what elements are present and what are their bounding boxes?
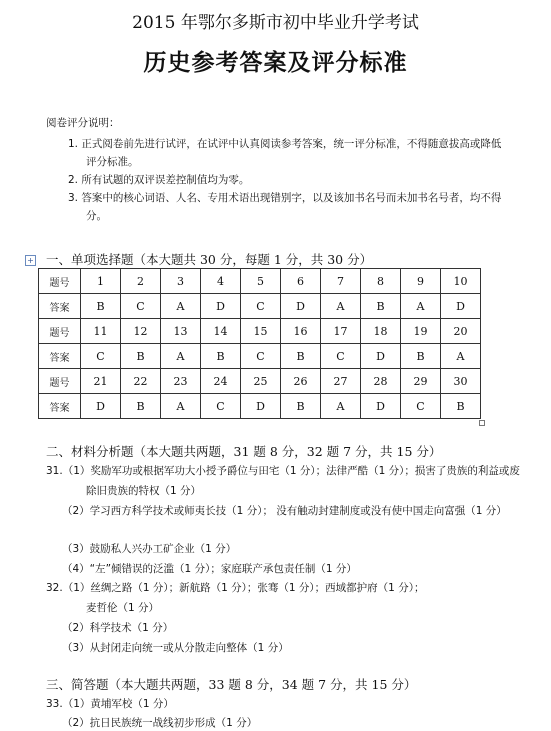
- answer-cell: D: [241, 394, 281, 419]
- note-item-1-cont: 评分标准。: [86, 156, 139, 168]
- answer-cell: C: [401, 394, 441, 419]
- answer-cell: B: [121, 344, 161, 369]
- question-number-cell: 22: [121, 369, 161, 394]
- answer-label-cell: 答案: [39, 394, 81, 419]
- section3-title: 三、简答题（本大题共两题，33 题 8 分，34 题 7 分，共 15 分）: [46, 677, 417, 692]
- answer-cell: C: [121, 294, 161, 319]
- answer-cell: A: [161, 394, 201, 419]
- answer-cell: A: [161, 294, 201, 319]
- note-item-1: 1. 正式阅卷前先进行试评，在试评中认真阅读参考答案，统一评分标准，不得随意拔高或降低: [68, 138, 502, 150]
- exam-title: 2015 年鄂尔多斯市初中毕业升学考试: [132, 13, 419, 33]
- question-label-cell: 题号: [39, 269, 81, 294]
- section1-title: 一、单项选择题（本大题共 30 分，每题 1 分，共 30 分）: [46, 252, 373, 267]
- note-item-2: 2. 所有试题的双评误差控制值均为零。: [68, 174, 250, 186]
- answer-31-2: （2）学习西方科学技术或师夷长技（1 分）； 没有触动封建制度或没有使中国走向富强（1 分）: [62, 505, 507, 517]
- answer-cell: B: [81, 294, 121, 319]
- answer-cell: D: [281, 294, 321, 319]
- question-number-cell: 11: [81, 319, 121, 344]
- question-number-cell: 12: [121, 319, 161, 344]
- answer-row: [39, 394, 481, 419]
- question-label-cell: 题号: [39, 319, 81, 344]
- answer-cell: D: [361, 344, 401, 369]
- answer-label-cell: 答案: [39, 294, 81, 319]
- section2-title: 二、材料分析题（本大题共两题，31 题 8 分，32 题 7 分，共 15 分）: [46, 444, 442, 459]
- question-number-cell: 8: [361, 269, 401, 294]
- answer-cell: C: [321, 344, 361, 369]
- question-number-cell: 10: [441, 269, 481, 294]
- question-number-cell: 1: [81, 269, 121, 294]
- question-number-cell: 9: [401, 269, 441, 294]
- question-number-cell: 26: [281, 369, 321, 394]
- answer-cell: D: [81, 394, 121, 419]
- question-number-cell: 3: [161, 269, 201, 294]
- answer-cell: D: [201, 294, 241, 319]
- question-number-cell: 18: [361, 319, 401, 344]
- question-number-cell: 19: [401, 319, 441, 344]
- answer-cell: A: [321, 394, 361, 419]
- answer-31-1-cont: 除旧贵族的特权（1 分）: [86, 485, 202, 497]
- answer-cell: B: [281, 394, 321, 419]
- question-number-cell: 16: [281, 319, 321, 344]
- answer-32-3: （3）从封闭走向统一或从分散走向整体（1 分）: [62, 642, 289, 654]
- note-item-3-cont: 分。: [86, 210, 107, 222]
- question-number-row: [39, 269, 481, 294]
- question-number-cell: 2: [121, 269, 161, 294]
- answer-cell: B: [121, 394, 161, 419]
- table-move-handle[interactable]: +: [25, 255, 36, 266]
- answer-row: [39, 344, 481, 369]
- answer-label-cell: 答案: [39, 344, 81, 369]
- answer-cell: B: [281, 344, 321, 369]
- question-number-cell: 25: [241, 369, 281, 394]
- answer-32-1: 32.（1）丝绸之路（1 分）；新航路（1 分）；张骞（1 分）；西域都护府（1 分）；: [46, 582, 425, 594]
- question-number-cell: 13: [161, 319, 201, 344]
- question-number-row: [39, 319, 481, 344]
- answer-cell: B: [201, 344, 241, 369]
- question-number-cell: 6: [281, 269, 321, 294]
- question-number-cell: 17: [321, 319, 361, 344]
- answer-cell: B: [441, 394, 481, 419]
- question-number-cell: 20: [441, 319, 481, 344]
- table-resize-handle[interactable]: [479, 420, 485, 426]
- answer-31-1: 31.（1）奖励军功或根据军功大小授予爵位与田宅（1 分）；法律严酷（1 分）；损害了贵族的利益或废: [46, 465, 520, 477]
- answer-cell: C: [241, 294, 281, 319]
- answer-cell: A: [401, 294, 441, 319]
- document-title: 历史参考答案及评分标准: [143, 49, 408, 76]
- question-number-cell: 27: [321, 369, 361, 394]
- question-number-cell: 21: [81, 369, 121, 394]
- answer-31-4: （4）“左”倾错误的泛滥（1 分）；家庭联产承包责任制（1 分）: [62, 563, 357, 575]
- question-number-cell: 14: [201, 319, 241, 344]
- answer-cell: D: [441, 294, 481, 319]
- answer-cell: B: [361, 294, 401, 319]
- answer-32-1-cont: 麦哲伦（1 分）: [86, 602, 160, 614]
- answer-cell: C: [201, 394, 241, 419]
- question-number-cell: 24: [201, 369, 241, 394]
- notes-heading: 阅卷评分说明：: [46, 117, 120, 129]
- question-number-cell: 29: [401, 369, 441, 394]
- question-number-cell: 28: [361, 369, 401, 394]
- question-label-cell: 题号: [39, 369, 81, 394]
- question-number-cell: 30: [441, 369, 481, 394]
- question-number-cell: 15: [241, 319, 281, 344]
- answer-cell: A: [321, 294, 361, 319]
- answer-cell: A: [161, 344, 201, 369]
- answer-33-1: 33.（1）黄埔军校（1 分）: [46, 698, 174, 710]
- answer-cell: A: [441, 344, 481, 369]
- question-number-cell: 7: [321, 269, 361, 294]
- answer-row: [39, 294, 481, 319]
- answer-31-3: （3）鼓励私人兴办工矿企业（1 分）: [62, 543, 237, 555]
- answer-cell: B: [401, 344, 441, 369]
- question-number-row: [39, 369, 481, 394]
- answer-table: [38, 268, 481, 419]
- question-number-cell: 4: [201, 269, 241, 294]
- answer-cell: C: [81, 344, 121, 369]
- question-number-cell: 23: [161, 369, 201, 394]
- answer-33-2: （2）抗日民族统一战线初步形成（1 分）: [62, 717, 258, 729]
- answer-cell: C: [241, 344, 281, 369]
- answer-cell: D: [361, 394, 401, 419]
- question-number-cell: 5: [241, 269, 281, 294]
- answer-32-2: （2）科学技术（1 分）: [62, 622, 174, 634]
- note-item-3: 3. 答案中的核心词语、人名、专用术语出现错别字，以及该加书名号而未加书名号者，均不得: [68, 192, 502, 204]
